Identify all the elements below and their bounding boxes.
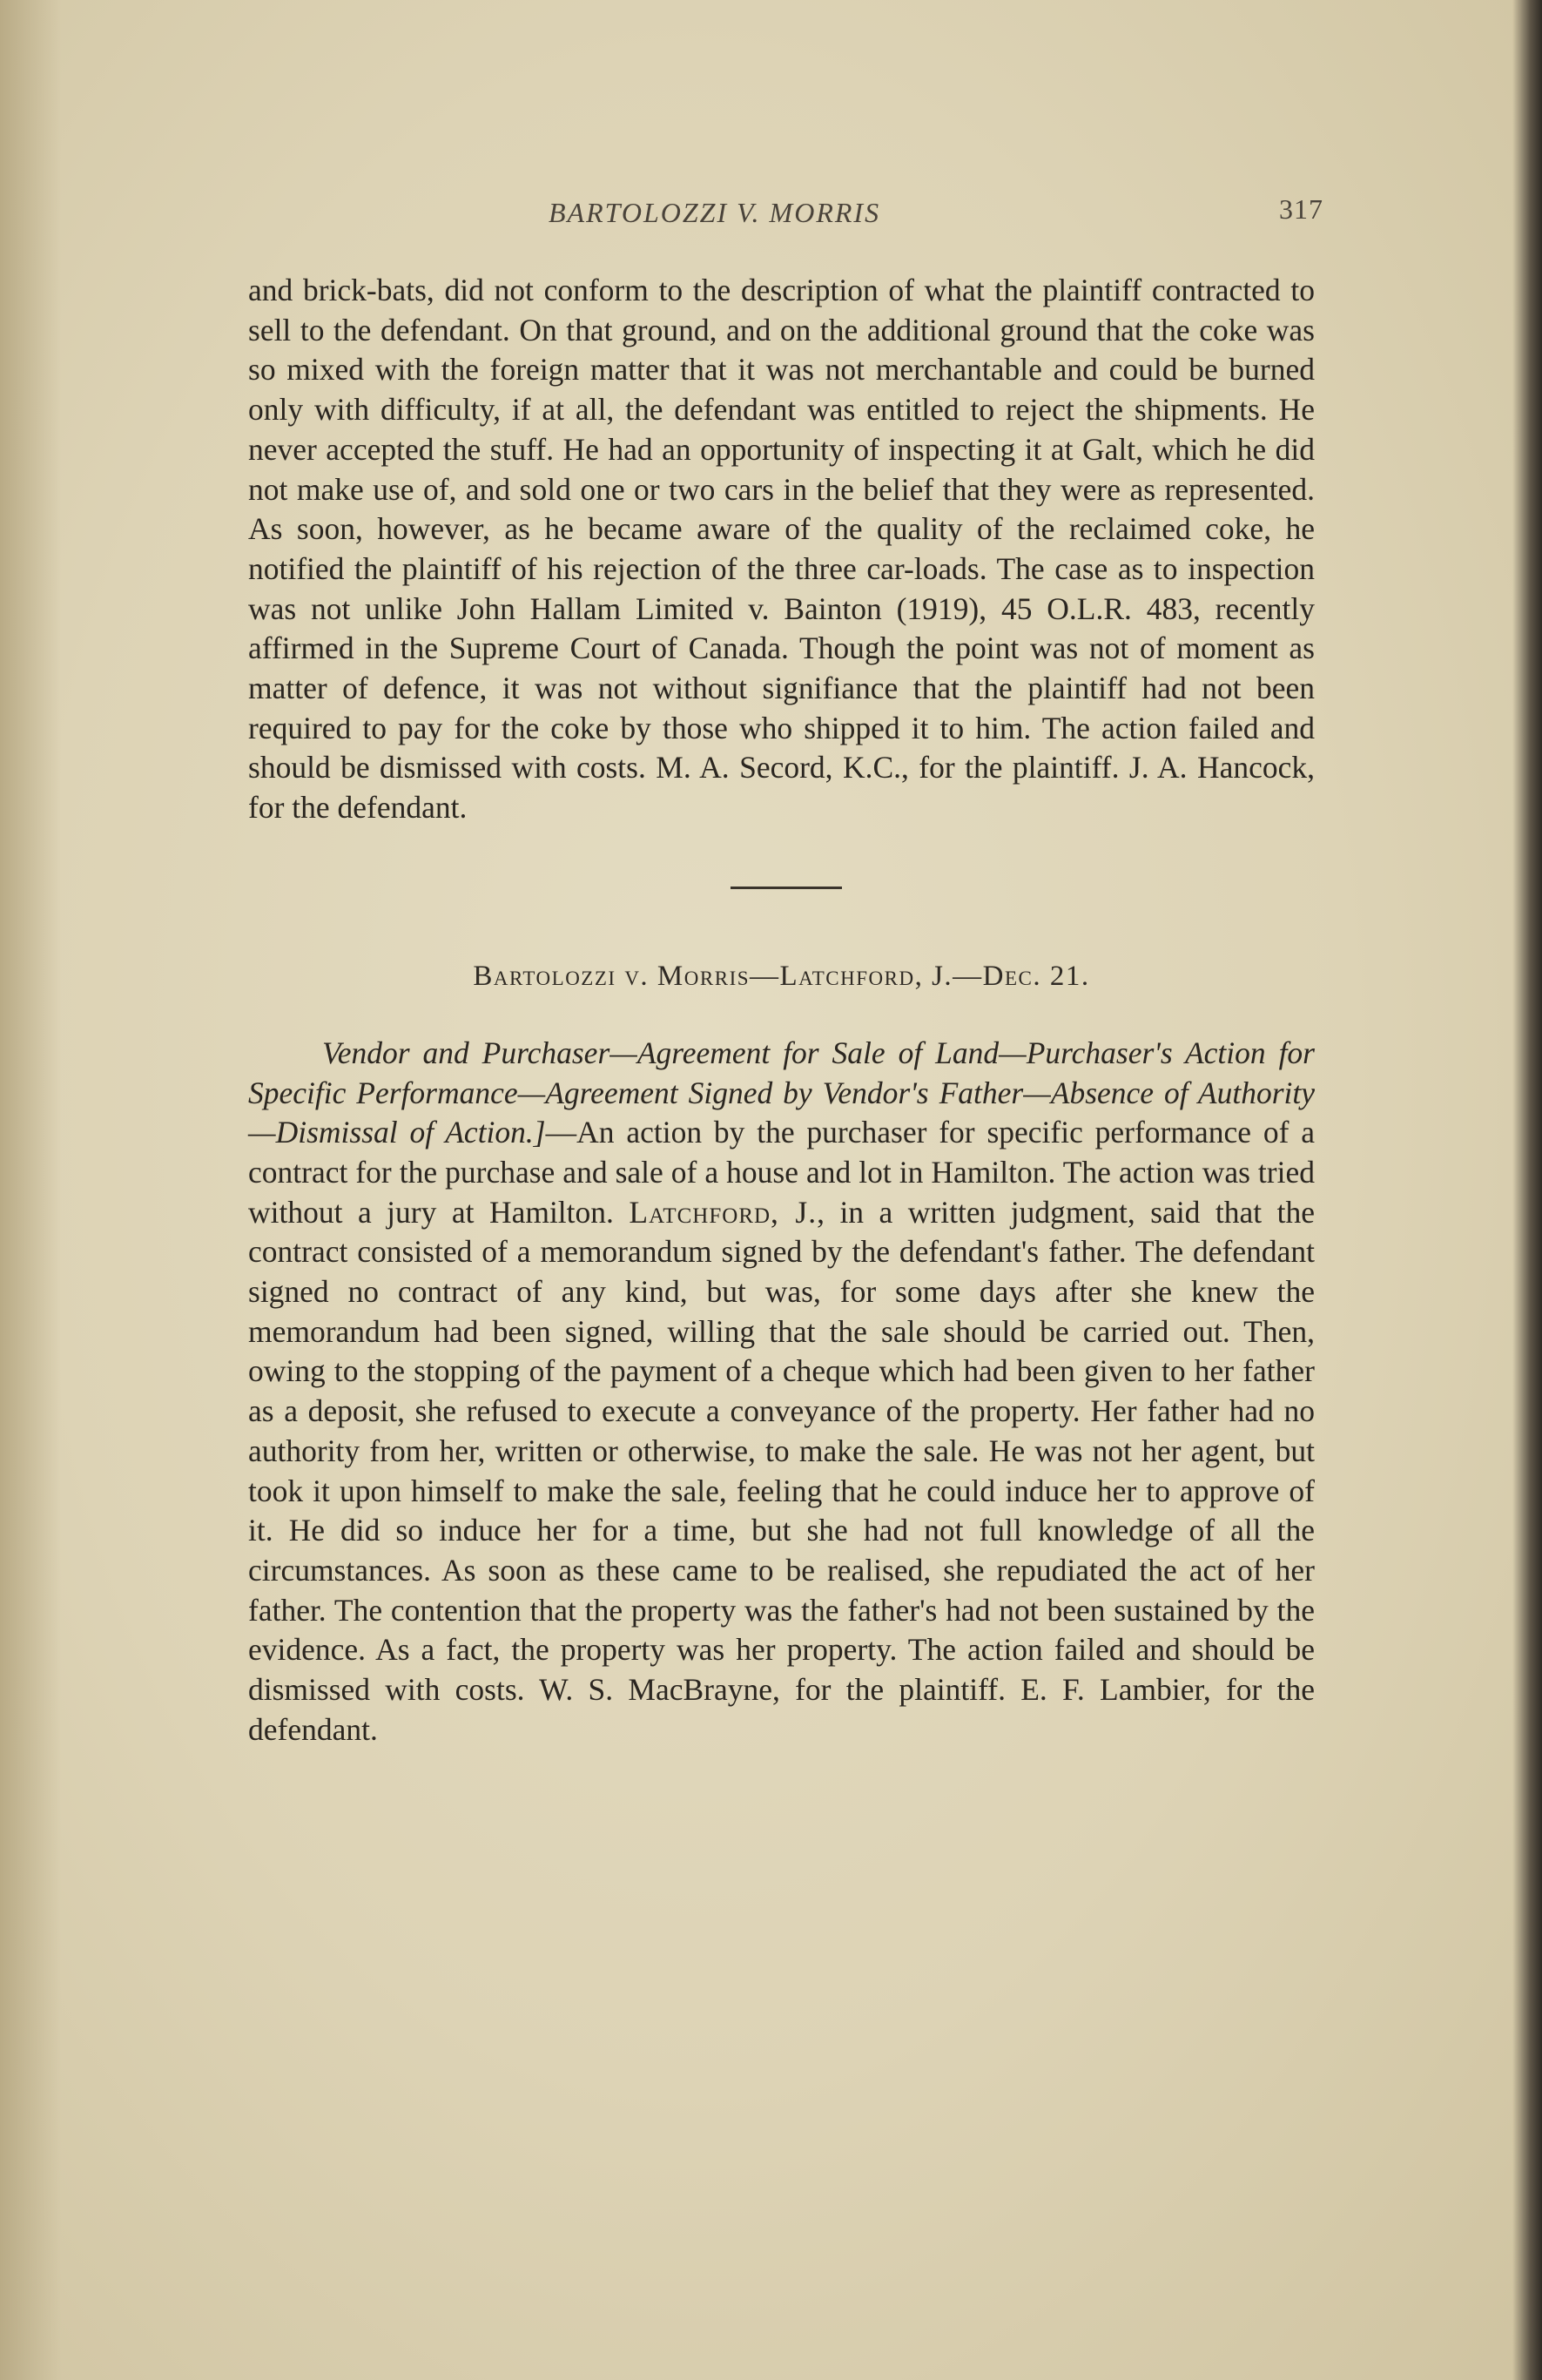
page-edge-shadow xyxy=(1512,0,1542,2380)
page-content xyxy=(248,190,1323,1750)
case-heading: Bartolozzi v. Morris—Latchford, J.—Dec. 21. xyxy=(473,960,1090,992)
case-body-start: —An action by the purchaser for specific performance of a contract for the purchase and sale of a house and lot in Hamilton. The action was tried without a jury at Hamilton. xyxy=(248,1115,1315,1230)
case-report-paragraph xyxy=(248,1034,1315,1750)
page-gutter-shadow xyxy=(0,0,61,2380)
paragraph-continuation: and brick-bats, did not conform to the description of what the plaintiff contracted to sell to the defendant. On that ground, and on the additional ground that the coke was so mixed with the foreign matter that it was not merchantable and could be burned only with difficulty, if at all, the defendant was entitled to reject the shipments. He never accepted the stuff. He had an opportunity of inspecting it at Galt, which he did not make use of, and sold one or two cars in the belief that they were as represented. As soon, however, as he became aware of the quality of the reclaimed coke, he notified the plaintiff of his rejection of the three car-loads. The case as to inspection was not unlike John Hallam Limited v. Bainton (1919), 45 O.L.R. 483, recently affirmed in the Supreme Court of Canada. Though the point was not of moment as matter of defence, it was not without signifiance that the plaintiff had not been required to pay for the coke by those who shipped it to him. The action failed and should be dismissed with costs. M. A. Secord, K.C., for the plaintiff. J. A. Hancock, for the defendant. xyxy=(248,273,1315,826)
page-number: 317 xyxy=(1279,193,1323,225)
case-headnote: Vendor and Purchaser—Agreement for Sale of Land—Purchaser's Action for Specific Performance—Agreement Signed by Vendor's Father—Absence of Authority—Dismissal of Action.] xyxy=(248,1035,1315,1150)
judge-name: Latchford, J. xyxy=(629,1194,818,1230)
section-divider xyxy=(731,887,842,889)
running-head xyxy=(248,190,1323,233)
running-head-title: BARTOLOZZI V. MORRIS xyxy=(549,197,881,228)
case-body-rest: , in a written judgment, said that the contract consisted of a memorandum signed by the defendant's father. The defendant signed no contract of any kind, but was, for some days after she knew the memorandum had been signed, willing that the sale should be carried out. Then, owing to the stopping of the payment of a cheque which had been given to her father as a deposit, she refused to execute a conveyance of the property. Her father had no authority from her, written or otherwise, to make the sale. He was not her agent, but took it upon himself to make the sale, feeling that he could induce her to approve of it. He did so induce her for a time, but she had not full knowledge of all the circumstances. As soon as these came to be realised, she repudiated the act of her father. The contention that the property was the father's had not been sustained by the evidence. As a fact, the property was her property. The action failed and should be dismissed with costs. W. S. MacBrayne, for the plaintiff. E. F. Lambier, for the defendant. xyxy=(248,1194,1315,1747)
